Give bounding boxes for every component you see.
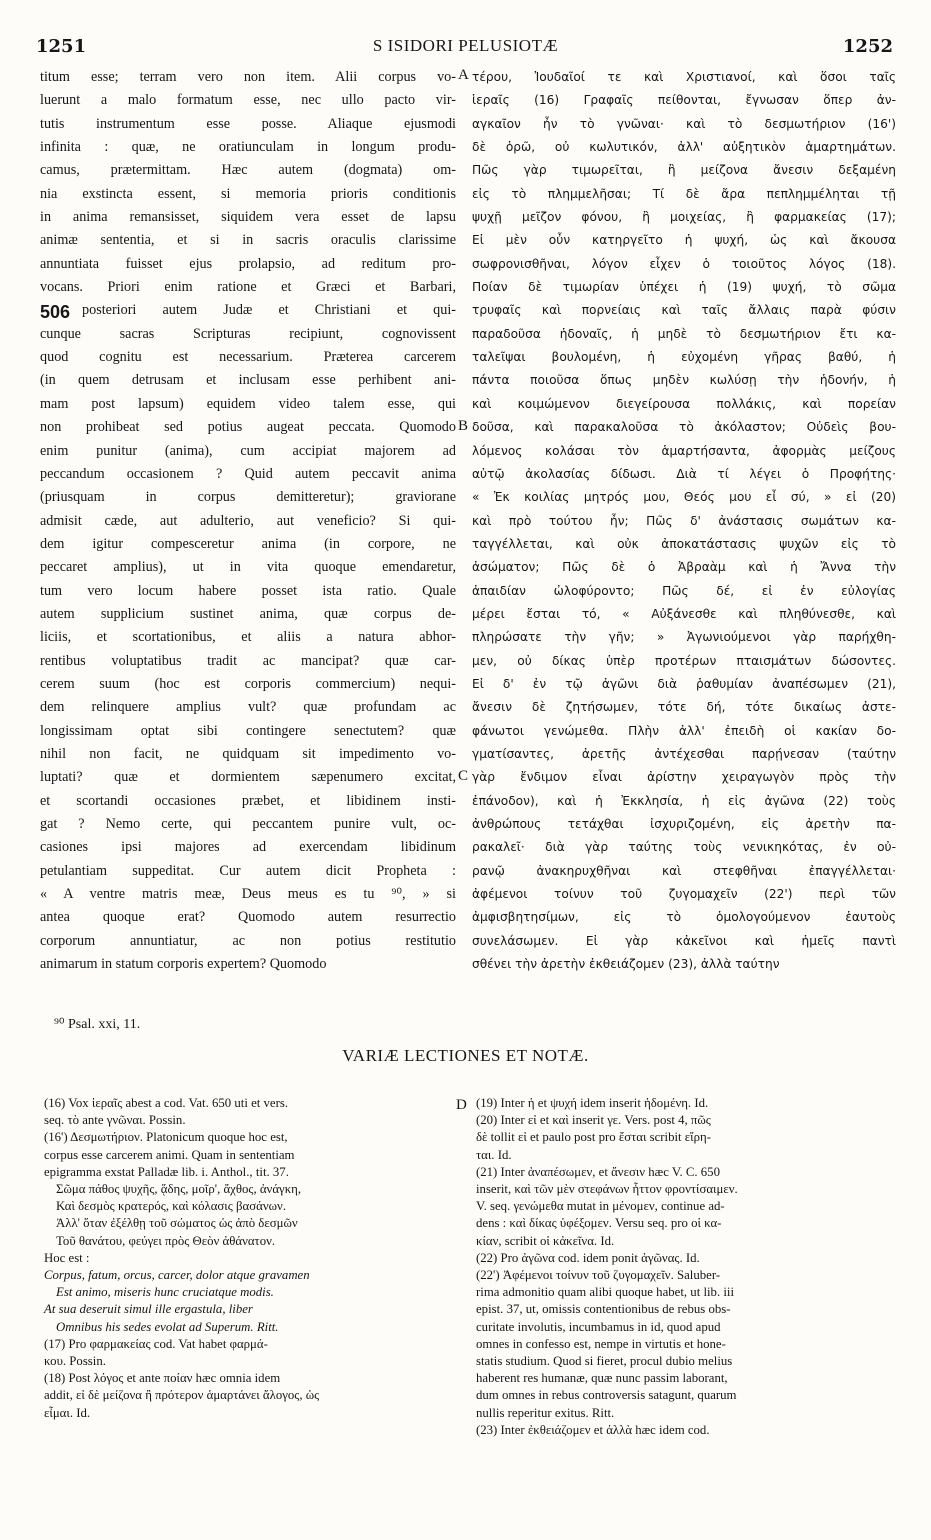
latin-text-line: casiones ipsi majores ad exercendam libidinum [40, 839, 456, 856]
latin-text-line: luptati? quæ et dormientem sæpenumero excitat, [40, 769, 456, 786]
greek-text-line: ἄνεσιν δὲ ζητήσωμεν, τότε δή, τότε δικαίως ἀστε- [472, 700, 896, 715]
note-line: addit, εἰ δὲ μείζονα ἢ πρότερον ἁμαρτάνει ἄλογος, ὡς [44, 1388, 320, 1403]
latin-text-line: longissimam optat sibi contingere senectutem? quæ [40, 722, 456, 739]
latin-text-line: petulantiam suppeditat. Cur autem dicit Propheta : [40, 862, 456, 879]
note-line: dum omnes in rebus controversis satagunt, quarum [476, 1388, 737, 1403]
latin-text-line: antea quoque erat? Quomodo autem resurrectio [40, 909, 456, 926]
latin-text-line: (priusquam in corpus demitteretur); graviorane [40, 489, 456, 506]
latin-text-line: autem supplicium sustinet anima, quæ corpus de- [40, 605, 456, 622]
greek-text-line: ἐπάνοδον), καὶ ἡ Ἐκκλησία, ἡ εἰς ἀγῶνα (22) τοὺς [472, 793, 896, 808]
latin-text-line: animarum in statum corporis expertem? Quomodo [40, 956, 327, 973]
note-line: κίαν, scribit οἱ κἀκεῖνα. Id. [476, 1233, 615, 1248]
greek-text-line: αγκαῖον ἦν τὸ γνῶναι· καὶ τὸ δεσμωτήριον (16') [472, 116, 896, 131]
note-line: omnes in confesso est, nempe in virtutis et hone- [476, 1336, 726, 1351]
note-line: Τοῦ θανάτου, φεύγει πρὸς Θεὸν ἀθάνατον. [56, 1233, 276, 1248]
note-line: Omnibus his sedes evolat ad Superum. Ritt. [56, 1319, 279, 1334]
latin-column [40, 66, 456, 976]
note-line: (23) Inter ἐκθειάζομεν et ἀλλὰ hæc idem cod. [476, 1422, 710, 1437]
note-line: corpus esse carcerem animi. Quam in sententiam [44, 1147, 295, 1162]
latin-text-line: tutis instrumentum esse posse. Aliaque ejusmodi [40, 115, 456, 132]
greek-text-line: καὶ πρὸ τούτου ἦν; Πῶς δ' ἀνάστασις σωμάτων κα- [472, 513, 896, 528]
latin-text-line: nihil non facit, ne quidquam sit impedimento vo- [40, 745, 456, 762]
note-line: Καὶ δεσμὸς κρατερός, καὶ κόλασις βασάνων. [56, 1199, 287, 1214]
latin-text-line: peccandum occasionem ? Quid autem peccavit anima [40, 465, 456, 482]
note-line: Corpus, fatum, orcus, carcer, dolor atque gravamen [44, 1268, 310, 1283]
latin-text-line: dem igitur compesceretur anima (in corpore, ne [40, 535, 456, 552]
footnote: ⁹⁰ Psal. xxi, 11. [54, 1017, 141, 1032]
note-line: (20) Inter εἰ et καὶ inserit γε. Vers. post 4, πῶς [476, 1113, 711, 1128]
latin-text-line: non prohibeat sed potius augeat peccata. Quomodo [40, 419, 456, 436]
note-line: nullis reperitur exitus. Ritt. [476, 1405, 615, 1420]
margin-marker-b: B [458, 418, 469, 434]
note-line: Σῶμα πάθος ψυχῆς, ᾅδης, μοῖρ', ἄχθος, ἀνάγκη, [56, 1182, 302, 1197]
greek-text-line: παραδοῦσα ἡδοναῖς, ἡ μηδὲ τὸ δεσμωτήριον ἔτι κα- [472, 326, 896, 341]
page-header [0, 36, 931, 60]
notes-left-column [44, 1095, 454, 1422]
note-line: statis studium. Quod si fieret, procul dubio melius [476, 1354, 733, 1369]
latin-text-line: et scortandi occasiones præbet, et libidinem insti- [40, 792, 456, 809]
greek-text-line: τρυφαῖς καὶ πορνείαις καὶ ταῖς ἄλλαις παρὰ φύσιν [472, 303, 896, 318]
running-title: S ISIDORI PELUSIOTÆ [372, 36, 559, 55]
margin-marker-d: D [456, 1097, 467, 1113]
note-line: seq. τὸ ante γνῶναι. Possin. [44, 1113, 186, 1128]
note-line: (16') Δεσμωτήριον. Platonicum quoque hoc est, [44, 1130, 288, 1145]
note-line: (21) Inter ἀναπέσωμεν, et ἄνεσιν hæc V. C. 650 [476, 1164, 720, 1179]
greek-text-line: ρανῷ ἀνακηρυχθῆναι καὶ στεφθῆναι ἐπαγγέλλεται· [472, 863, 896, 878]
latin-text-line: admisit cæde, aut adulterio, aut veneficio? Si qui- [40, 512, 456, 529]
latin-text-line: « A ventre matris meæ, Deus meus es tu ⁹⁰, » si [40, 886, 456, 903]
note-line: κου. Possin. [44, 1354, 106, 1369]
latin-text-line: dem relinquere amplius vult? quæ profundam ac [40, 699, 456, 716]
note-line: epist. 37, ut, omissis contentionibus de rebus obs- [476, 1302, 731, 1317]
greek-text-line: ἀνθρώπους τετάχθαι ἰσχυριζομένη, εἰς ἀρετὴν πα- [472, 817, 896, 831]
note-line: δὲ tollit εἰ et paulo post pro ἔσται scribit εἴρη- [476, 1130, 711, 1145]
note-line: εἶμαι. Id. [44, 1405, 91, 1420]
greek-text-line: ἀφέμενοι τοίνυν τοῦ ζυγομαχεῖν (22') περὶ τῶν [472, 887, 896, 902]
note-line: Est animo, miseris hunc cruciatque modis. [56, 1285, 274, 1300]
greek-text-line: ἀσώματον; Πῶς δὲ ὁ Ἀβραὰμ καὶ ἡ Ἄννα τὴν [472, 560, 896, 575]
greek-text-line: ἱεραῖς (16) Γραφαῖς πείθονται, ἔγνωσαν ὅπερ ἀν- [472, 93, 896, 108]
greek-text-line: ψυχῇ μεῖζον φόνου, ἢ μοιχείας, ἢ φαρμακείας (17); [472, 210, 896, 225]
greek-text-line: πληρώσατε τὴν γῆν; » Ἀγωνιούμενοι γὰρ παρήχθη- [472, 630, 896, 645]
notes-right-column [476, 1095, 896, 1439]
greek-text-line: γματίσαντες, ἀρετῆς ἀντέχεσθαι παρῄνεσαν (ταύτην [472, 746, 896, 761]
latin-text-line: posteriori autem Judæ et Christiani et qui- [82, 302, 456, 319]
column-number-506: 506 [40, 302, 73, 323]
latin-text-line: (in quem detrusam et inclusam esse perhibent ani- [40, 372, 456, 389]
page-number-right: 1252 [842, 36, 893, 57]
note-line: (22) Pro ἀγῶνα cod. idem ponit ἀγῶνας. Id. [476, 1250, 700, 1265]
latin-text-line: quod cognitu est necessarium. Præterea carcerem [40, 349, 456, 366]
greek-text-line: ἀμφισβητησίμων, εἰς τὸ ὁμολογούμενον ἑαυτοὺς [472, 910, 896, 925]
note-line: (17) Pro φαρμακείας cod. Vat habet φαρμά- [44, 1336, 268, 1351]
greek-text-line: « Ἐκ κοιλίας μητρός μου, Θεός μου εἶ σύ, » εἰ (20) [472, 490, 896, 505]
greek-text-line: δοῦσα, καὶ παρακαλοῦσα τὸ ἀκόλαστον; Οὐδεὶς βου- [472, 420, 896, 435]
greek-text-line: λόμενος κολάσαι τὸν ἁμαρτήσαντα, ἀφορμὰς μείζους [472, 443, 896, 458]
latin-text-line: cerem suum (hoc est corporis commercium) nequi- [40, 675, 456, 692]
greek-text-line: πάντα ποιοῦσα ὅπως μηδὲν κωλύσῃ τὴν ἡδονήν, ἡ [472, 373, 896, 388]
greek-text-line: εἰς τὸ πλημμελῆσαι; Τί δὲ ἄρα πεπλημμέληται τῇ [472, 186, 896, 201]
greek-text-line: σθένει τὴν ἀρετὴν ἐκθειάζομεν (23), ἀλλὰ ταύτην [472, 957, 780, 972]
note-line: rima admonitio quam alibi quoque habet, ut lib. iii [476, 1285, 735, 1300]
greek-text-line: σωφρονισθῆναι, λόγον εἶχεν ὁ τοιοῦτος λόγος (18). [472, 256, 896, 271]
latin-text-line: vocans. Priori enim ratione et Græci et Barbari, [40, 279, 456, 296]
latin-text-line: liciis, et scortationibus, et aliis a natura abhor- [40, 629, 456, 646]
latin-text-line: tum vero locum habere posset ista ratio. Quale [40, 582, 456, 599]
margin-marker-c: C [458, 768, 469, 784]
latin-text-line: peccaret amplius), ut in vita quoque emendaretur, [40, 559, 456, 576]
note-line: At sua deseruit simul ille ergastula, liber [44, 1302, 253, 1317]
latin-text-line: rentibus voluptatibus tradit ac mancipat? quæ car- [40, 652, 456, 669]
greek-text-line: Εἰ μὲν οὖν κατηργεῖτο ἡ ψυχή, ὡς καὶ ἄκουσα [472, 233, 896, 248]
note-line: (16) Vox ἱεραῖς abest a cod. Vat. 650 uti et vers. [44, 1096, 289, 1110]
greek-text-line: συνελάσωμεν. Εἰ γὰρ κἀκεῖνοι καὶ ἡμεῖς παντὶ [472, 933, 896, 948]
latin-text-line: infinita : quæ, ne oratiunculam in longum produ- [40, 139, 456, 156]
greek-text-line: ταγγέλλεται, καὶ οὐκ ἀποκατάστασις ψυχῶν εἰς τὸ [472, 536, 896, 551]
latin-text-line: cunque sacras Scripturas recipiunt, cognovissent [40, 325, 456, 342]
margin-marker-a: A [458, 67, 469, 83]
latin-text-line: titum esse; terram vero non item. Alii corpus vo- [40, 69, 456, 85]
note-line: Hoc est : [44, 1250, 90, 1265]
latin-text-line: enim punitur (anima), cum accipiat majorem ad [40, 442, 456, 459]
greek-text-line: τέρου, Ἰουδαῖοί τε καὶ Χριστιανοί, καὶ ὅσοι ταῖς [472, 70, 896, 84]
greek-text-line: μεν, οὐ δίκας ὑπὲρ προτέρων πταισμάτων δώσοντες. [472, 653, 896, 668]
latin-text-line: luerunt a malo formatum esse, nec ullo pacto vir- [40, 92, 456, 109]
latin-text-line: animæ sententia, et si in sacris oraculis clarissime [40, 232, 456, 249]
page-number-left: 1251 [36, 36, 87, 57]
note-line: V. seq. γενώμεθα mutat in μένομεν, continue ad- [476, 1199, 725, 1214]
latin-text-line: camus, prætermittam. Hæc autem (dogmata) om- [40, 162, 456, 179]
note-line: (19) Inter ἡ et ψυχή idem inserit ἡδομένη. Id. [476, 1096, 709, 1110]
latin-text-line: nia exstincta essent, si memoria prioris conditionis [40, 185, 456, 202]
note-line: haberent res humanæ, quæ nunc passim laborant, [476, 1371, 728, 1386]
greek-text-line: ταλεῖψαι βουλομένη, ἡ εὐχομένη γῆρας βαθύ, ἡ [472, 350, 896, 365]
note-line: curitate involutis, incumbamus in id, quod apud [476, 1319, 721, 1334]
note-line: dens : καὶ δίκας ὑφέξομεν. Versu seq. pro οἱ κα- [476, 1216, 722, 1231]
greek-text-line: γὰρ ἔνδιμον εἶναι ἀρίστην χειραγωγὸν πρὸς τὴν [472, 770, 896, 785]
greek-column [472, 66, 896, 976]
greek-text-line: καὶ κοιμώμενον διεγείρουσα πολλάκις, καὶ πορείαν [472, 396, 896, 411]
greek-text-line: αὐτῷ ἀκολασίας δίδωσι. Διὰ τί λέγει ὁ Προφήτης· [472, 466, 896, 481]
note-line: (18) Post λόγος et ante ποίαν hæc omnia idem [44, 1371, 281, 1386]
greek-text-line: Πῶς γὰρ τιμωρεῖται, ἢ μείζονα ἄνεσιν δεξαμένη [472, 163, 896, 178]
greek-text-line: Εἰ δ' ἐν τῷ ἀγῶνι διὰ ῥαθυμίαν ἀναπέσωμεν (21), [472, 676, 896, 691]
latin-text-line: annuntiata fuisset ejus prolapsio, ad reditum pro- [40, 255, 456, 272]
greek-text-line: μέρει ἔσται τό, « Αὐξάνεσθε καὶ πληθύνεσθε, καὶ [472, 606, 896, 621]
note-line: ται. Id. [476, 1147, 512, 1162]
greek-text-line: ρακαλεῖ· διὰ γὰρ ταύτης τοὺς νενικηκότας, ἐν οὐ- [472, 840, 896, 855]
latin-text-line: gat ? Nemo certe, qui peccantem punire vult, oc- [40, 816, 456, 832]
note-line: (22') Ἀφέμενοι τοίνυν τοῦ ζυγομαχεῖν. Saluber- [476, 1268, 721, 1283]
notes-title: VARIÆ LECTIONES ET NOTÆ. [342, 1046, 589, 1065]
latin-text-line: mam post lapsum) equidem video talem esse, qui [40, 395, 456, 412]
note-line: inserit, καὶ τῶν μὲν στεφάνων ἧττον φροντίσαιμεν. [476, 1182, 738, 1197]
latin-text-line: corporum annuntiatur, ac non potius restitutio [40, 932, 456, 949]
greek-text-line: δὲ ὁρῶ, οὐ κωλυτικόν, ἀλλ' αὐξητικὸν ἁμαρτημάτων. [472, 140, 896, 155]
greek-text-line: φάνωτοι γενώμεθα. Πλὴν ἀλλ' ἐπειδὴ οἱ κακίαν δο- [472, 723, 896, 738]
note-line: Ἀλλ' ὅταν ἐξέλθῃ τοῦ σώματος ὡς ἀπὸ δεσμῶν [56, 1216, 298, 1231]
greek-text-line: ἀπαιδίαν ὠλοφύροντο; Πῶς δέ, εἰ ἐν εὐλογίας [472, 583, 896, 598]
greek-text-line: Ποίαν δὲ τιμωρίαν ὑπέχει ἡ (19) ψυχή, τὸ σῶμα [472, 280, 896, 295]
note-line: epigramma exstat Palladæ lib. i. Anthol., tit. 37. [44, 1164, 289, 1179]
latin-text-line: in anima remansisset, siquidem vera esset de lapsu [40, 209, 456, 226]
